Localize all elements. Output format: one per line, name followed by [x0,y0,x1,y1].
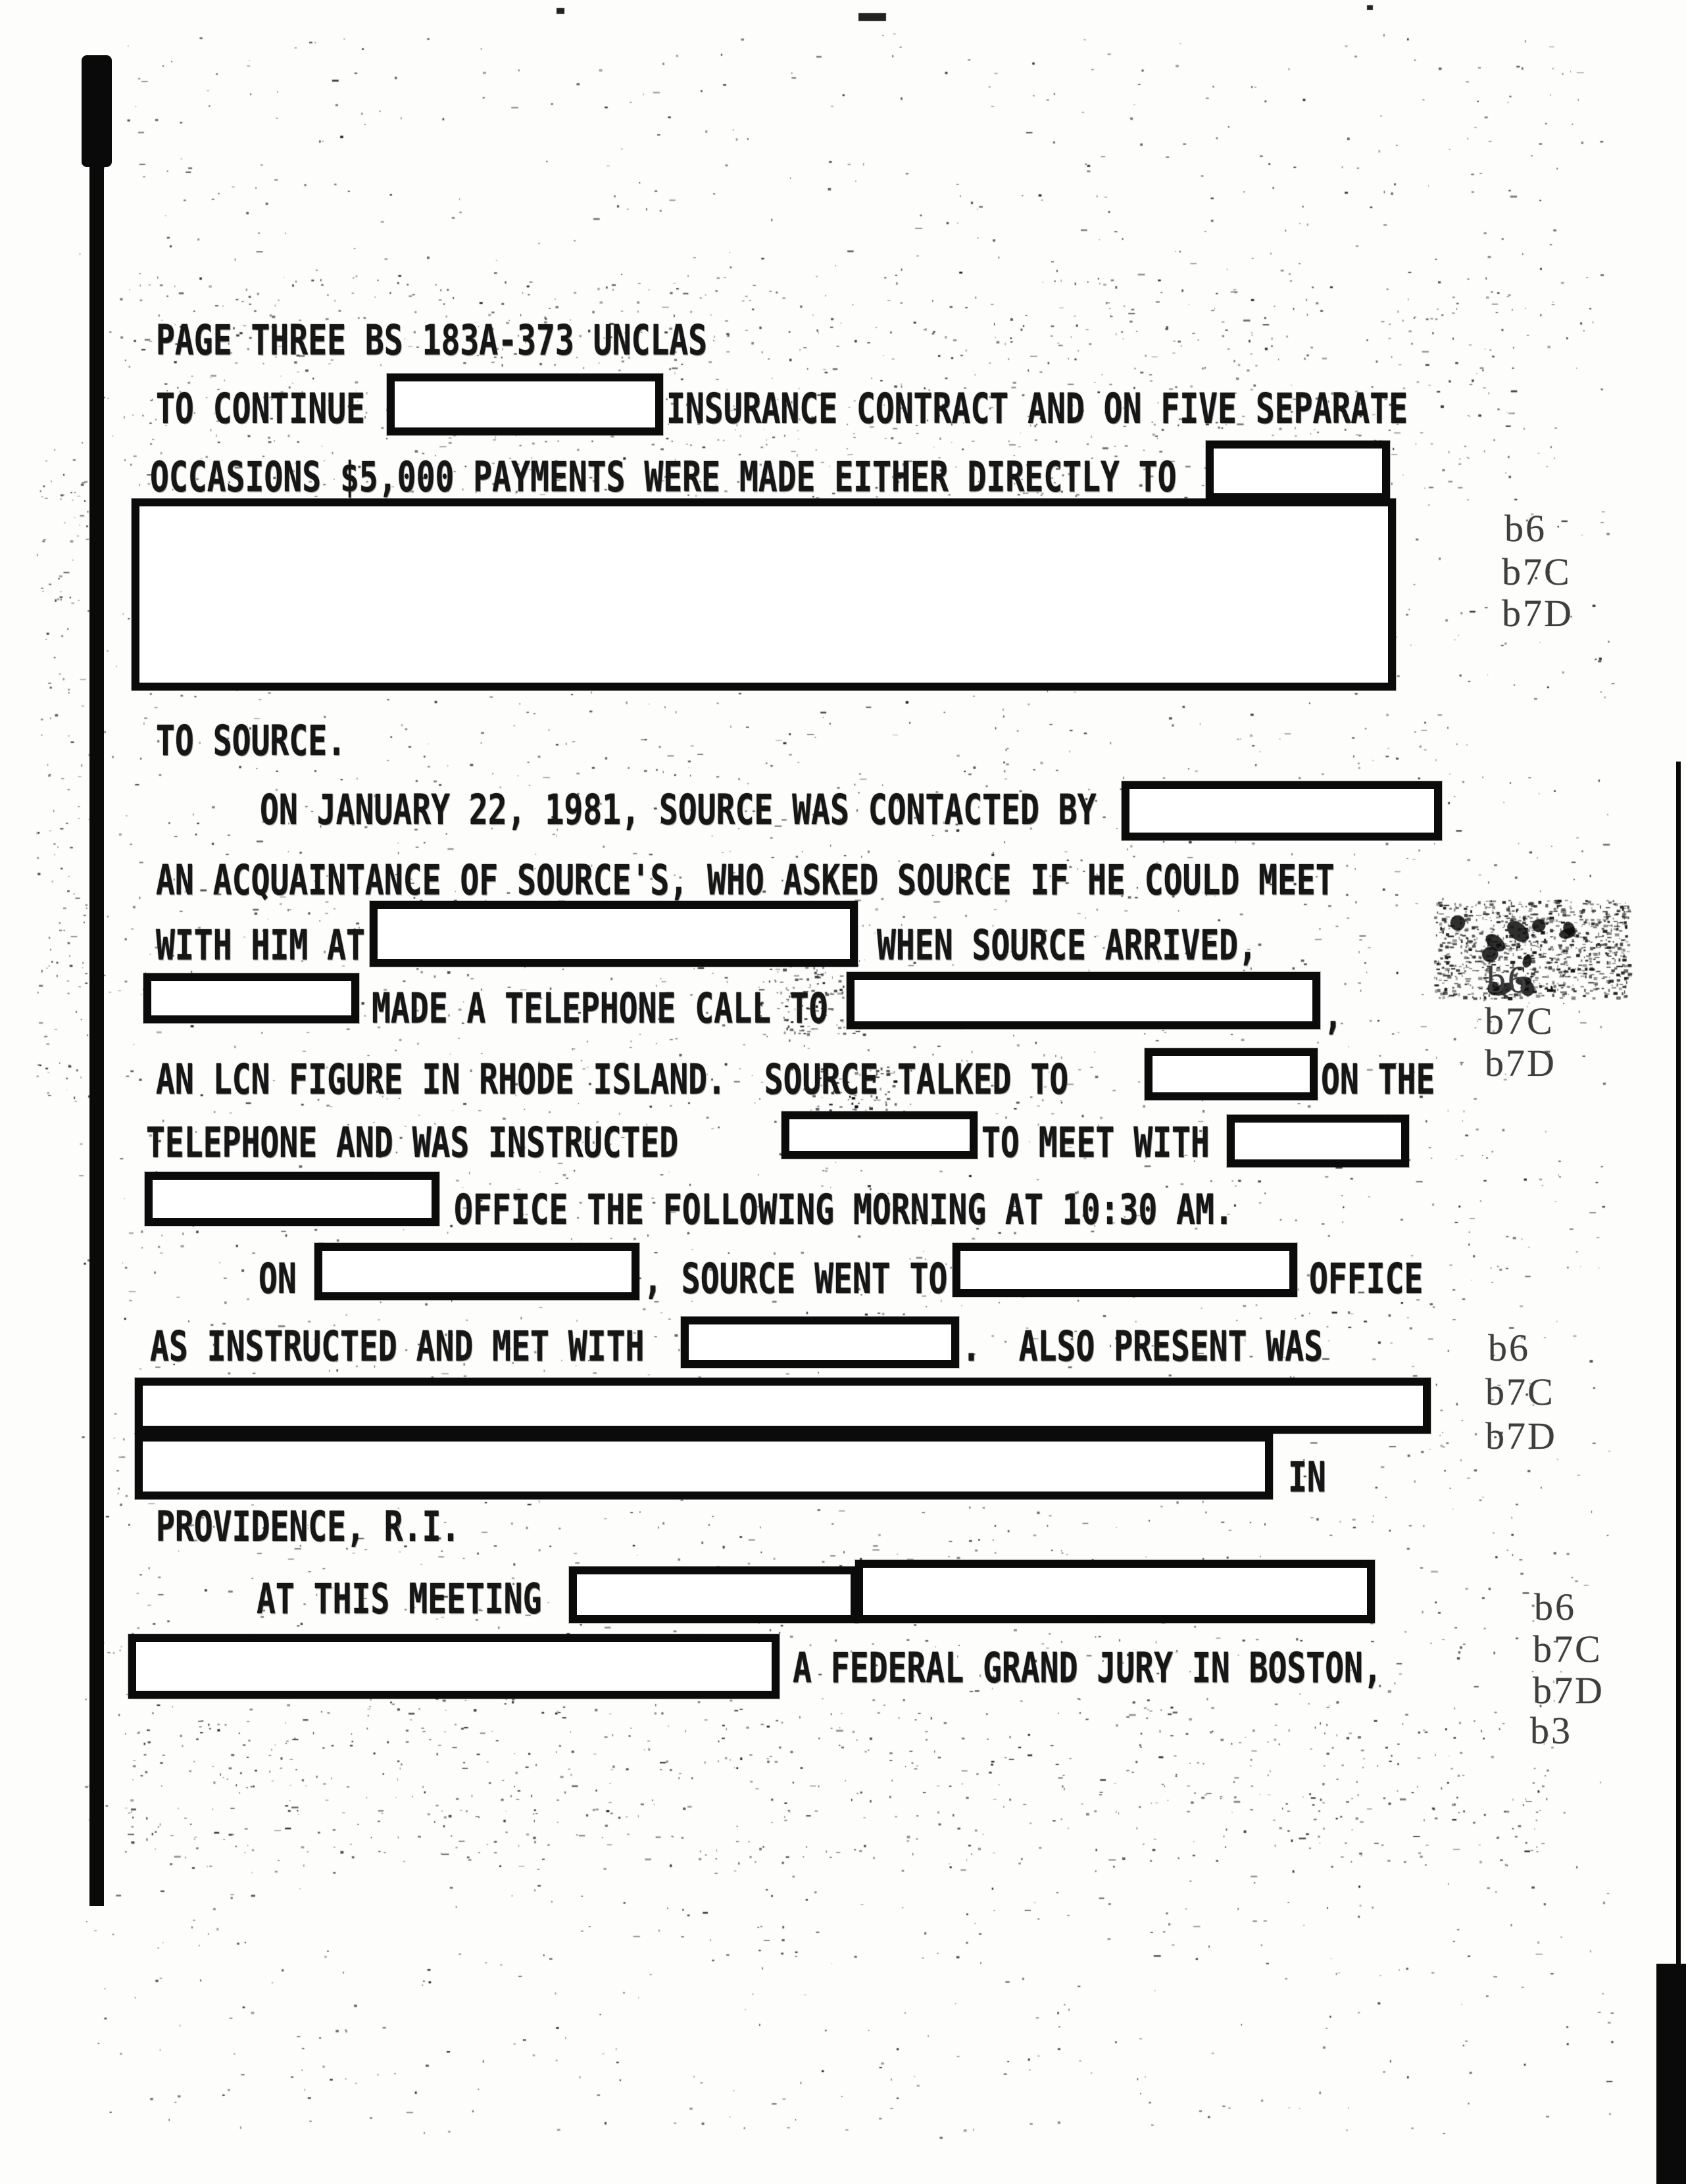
typewriter-text: , [1324,990,1343,1039]
typewriter-text: . ALSO PRESENT WAS [962,1323,1324,1371]
typewriter-text: OCCASIONS $5,000 PAYMENTS WERE MADE EITHER DIRECTLY TO [150,453,1177,502]
exemption-code: b7C [1485,1000,1554,1042]
redaction-box [847,972,1320,1029]
typewriter-text: TO MEET WITH [981,1119,1210,1167]
redaction-box [128,1634,780,1699]
typewriter-text: OFFICE THE FOLLOWING MORNING AT 10:30 AM. [454,1186,1233,1234]
exemption-code: b7D [1485,1415,1557,1457]
exemption-code: b7D [1485,1042,1556,1084]
typewriter-text: AS INSTRUCTED AND MET WITH [150,1323,645,1371]
redaction-box [370,901,858,967]
redaction-box [855,1560,1375,1623]
typewriter-text: ON [259,1255,297,1303]
typewriter-text: INSURANCE CONTRACT AND ON FIVE SEPARATE [666,385,1408,433]
typewriter-text: WHEN SOURCE ARRIVED, [877,921,1257,970]
exemption-code: b7C [1502,550,1572,593]
redaction-box [143,973,359,1023]
scan-corner-block [1656,1964,1686,2184]
typewriter-text: OFFICE [1309,1255,1424,1303]
typewriter-text: AN ACQUAINTANCE OF SOURCE'S, WHO ASKED SOURCE IF HE COULD MEET [156,856,1335,905]
typewriter-text: PROVIDENCE, R.I. [156,1503,460,1551]
redaction-box [1206,441,1390,501]
scan-right-edge-line [1676,762,1681,1965]
typewriter-text: ON JANUARY 22, 1981, SOURCE WAS CONTACTED BY [260,786,1097,835]
exemption-code: b7C [1485,1371,1555,1413]
typewriter-text: IN [1288,1453,1326,1502]
redaction-box [569,1566,858,1623]
typewriter-text: AN LCN FIGURE IN RHODE ISLAND. SOURCE TALKED TO [156,1056,1069,1104]
scan-left-border [89,58,104,1906]
redaction-box [135,1434,1273,1499]
typewriter-text: MADE A TELEPHONE CALL TO [372,984,828,1033]
typewriter-text: , SOURCE WENT TO [643,1255,948,1303]
typewriter-text: TO CONTINUE [156,385,365,433]
typewriter-text: AT THIS MEETING [257,1575,542,1624]
exemption-code: b6 [1488,1326,1530,1369]
typewriter-text: WITH HIM AT [156,921,365,970]
typewriter-text: A FEDERAL GRAND JURY IN BOSTON, [793,1644,1382,1693]
exemption-code: b7D [1502,592,1574,635]
redaction-box [132,498,1396,691]
exemption-code: b6 [1504,507,1547,550]
scan-left-border-blob [82,55,112,167]
redaction-box [953,1243,1297,1297]
redaction-box [781,1111,978,1159]
typewriter-text: TELEPHONE AND WAS INSTRUCTED [146,1119,679,1167]
typewriter-text: PAGE THREE BS 183A-373 UNCLAS [156,316,708,365]
redaction-box [1122,781,1442,840]
typewriter-text: TO SOURCE. [156,717,346,765]
exemption-code: b7C [1533,1628,1602,1670]
exemption-code: b6 [1487,958,1529,1001]
typewriter-text: ON THE [1321,1056,1435,1104]
redaction-box [314,1243,639,1300]
exemption-code: b7D [1533,1669,1604,1712]
exemption-code: b3 [1530,1709,1572,1752]
redaction-box [1145,1048,1318,1100]
redaction-box [135,1378,1431,1434]
redaction-box [145,1172,439,1226]
exemption-code: b6 [1534,1586,1576,1628]
redaction-box [387,374,663,435]
redaction-box [681,1317,959,1368]
redaction-box [1227,1115,1409,1167]
